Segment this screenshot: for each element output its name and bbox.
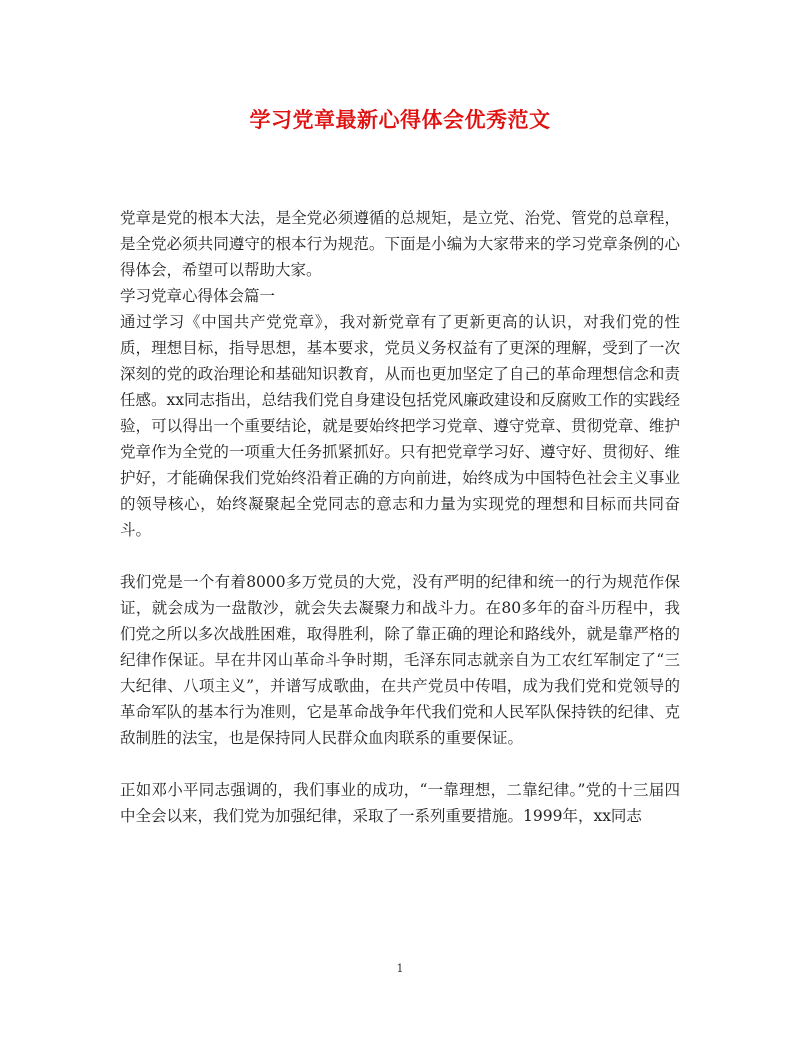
body-paragraph-3: 正如邓小平同志强调的，我们事业的成功，“一靠理想，二靠纪律。”党的十三届四中全会以来，我们党为加强纪律，采取了一系列重要措施。1999年，xx同志 [120, 781, 680, 825]
document-title: 学习党章最新心得体会优秀范文 [249, 107, 551, 132]
intro-paragraph: 党章是党的根本大法，是全党必须遵循的总规矩，是立党、治党、管党的总章程，是全党必须共同遵守的根本行为规范。下面是小编为大家带来的学习党章条例的心得体会，希望可以帮助大家。 [120, 209, 680, 279]
page-number: 1 [396, 962, 404, 975]
body-paragraph-1: 通过学习《中国共产党党章》，我对新党章有了更新更高的认识，对我们党的性质，理想目标，指导思想，基本要求，党员义务权益有了更深的理解，受到了一次深刻的党的政治理论和基础知识教育，从而也更加坚定了自己的革命理想信念和责任感。xx同志指出，总结我们党自身建设包括党风廉政建设和反腐败工作的实践经验，可以得出一个重要结论，就是要始终把学习党章、遵守党章、贯彻党章、维护党章作为全党的一项重大任务抓紧抓好。只有把党章学习好、遵守好、贯彻好、维护好，才能确保我们党始终沿着正确的方向前进，始终成为中国特色社会主义事业的领导核心，始终凝聚起全党同志的意志和力量为实现党的理想和目标而共同奋斗。 [120, 313, 680, 539]
paragraph-gap [120, 543, 680, 569]
body-paragraph-2: 我们党是一个有着8000多万党员的大党，没有严明的纪律和统一的行为规范作保证，就会成为一盘散沙，就会失去凝聚力和战斗力。在80多年的奋斗历程中，我们党之所以多次战胜困难，取得胜利，除了靠正确的理论和路线外，就是靠严格的纪律作保证。早在井冈山革命斗争时期，毛泽东同志就亲自为工农红军制定了“三大纪律、八项主义”，并谱写成歌曲，在共产党员中传唱，成为我们党和党领导的革命军队的基本行为准则，它是革命战争年代我们党和人民军队保持铁的纪律、克敌制胜的法宝，也是保持同人民群众血肉联系的重要保证。 [120, 573, 680, 747]
paragraph-gap [120, 751, 680, 777]
document-body [120, 205, 680, 829]
section-heading: 学习党章心得体会篇一 [120, 287, 276, 305]
